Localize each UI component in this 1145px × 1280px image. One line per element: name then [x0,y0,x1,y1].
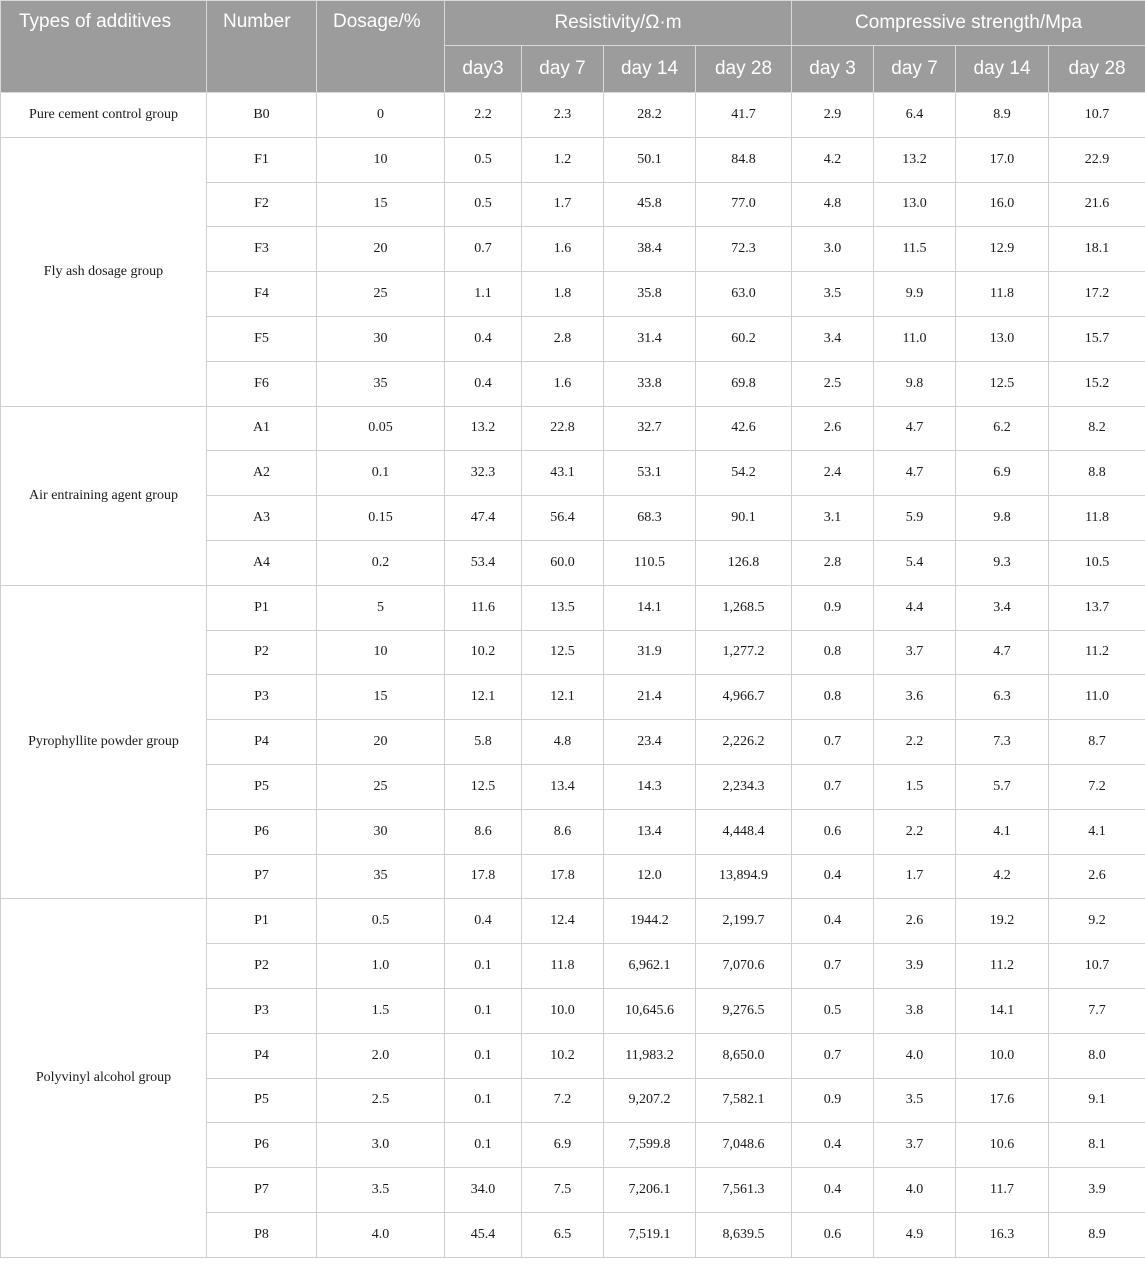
value-cell: 4.4 [874,585,956,630]
value-cell: 7.3 [956,720,1049,765]
value-cell: 4.0 [874,1033,956,1078]
value-cell: 0.4 [792,1123,874,1168]
value-cell: 8.1 [1049,1123,1145,1168]
value-cell: 2.2 [445,93,522,138]
header-number: Number [207,1,317,93]
value-cell: 12.1 [522,675,604,720]
value-cell: 0.1 [445,988,522,1033]
header-strength: Compressive strength/Mpa [792,1,1145,46]
value-cell: 9.2 [1049,899,1145,944]
value-cell: 3.5 [792,272,874,317]
value-cell: 11.2 [956,944,1049,989]
value-cell: 10.5 [1049,540,1145,585]
group-name-cell: Pure cement control group [1,93,207,138]
value-cell: 9,207.2 [604,1078,696,1123]
value-cell: 13.7 [1049,585,1145,630]
value-cell: 17.0 [956,137,1049,182]
group-name-cell: Polyvinyl alcohol group [1,899,207,1257]
dosage-cell: 3.5 [317,1168,445,1213]
value-cell: 0.8 [792,630,874,675]
sample-number-cell: P6 [207,809,317,854]
value-cell: 7,048.6 [696,1123,792,1168]
value-cell: 6.9 [522,1123,604,1168]
value-cell: 6.4 [874,93,956,138]
value-cell: 11.6 [445,585,522,630]
dosage-cell: 0.15 [317,496,445,541]
value-cell: 9,276.5 [696,988,792,1033]
dosage-cell: 25 [317,272,445,317]
value-cell: 68.3 [604,496,696,541]
header-res-day7: day 7 [522,46,604,93]
dosage-cell: 1.0 [317,944,445,989]
value-cell: 1.8 [522,272,604,317]
dosage-cell: 10 [317,630,445,675]
value-cell: 3.7 [874,630,956,675]
sample-number-cell: F6 [207,361,317,406]
dosage-cell: 0.1 [317,451,445,496]
value-cell: 0.1 [445,1033,522,1078]
sample-number-cell: F3 [207,227,317,272]
group-name-cell: Fly ash dosage group [1,137,207,406]
header-res-day14: day 14 [604,46,696,93]
value-cell: 54.2 [696,451,792,496]
value-cell: 16.3 [956,1212,1049,1257]
header-dosage: Dosage/% [317,1,445,93]
dosage-cell: 0.05 [317,406,445,451]
header-res-day3: day3 [445,46,522,93]
value-cell: 22.9 [1049,137,1145,182]
value-cell: 13.0 [874,182,956,227]
value-cell: 4.1 [956,809,1049,854]
dosage-cell: 2.0 [317,1033,445,1078]
value-cell: 17.8 [522,854,604,899]
value-cell: 8,650.0 [696,1033,792,1078]
value-cell: 0.6 [792,1212,874,1257]
value-cell: 10.2 [445,630,522,675]
value-cell: 5.4 [874,540,956,585]
value-cell: 8.2 [1049,406,1145,451]
value-cell: 0.5 [792,988,874,1033]
value-cell: 21.6 [1049,182,1145,227]
sample-number-cell: A4 [207,540,317,585]
sample-number-cell: P1 [207,899,317,944]
value-cell: 31.4 [604,316,696,361]
value-cell: 45.8 [604,182,696,227]
value-cell: 8.9 [1049,1212,1145,1257]
dosage-cell: 1.5 [317,988,445,1033]
value-cell: 63.0 [696,272,792,317]
table-header [1,1,1145,93]
table-row [1,585,1145,630]
value-cell: 11.0 [874,316,956,361]
value-cell: 6.2 [956,406,1049,451]
value-cell: 2.6 [874,899,956,944]
value-cell: 15.7 [1049,316,1145,361]
value-cell: 12.1 [445,675,522,720]
value-cell: 9.3 [956,540,1049,585]
value-cell: 12.5 [956,361,1049,406]
value-cell: 1.1 [445,272,522,317]
value-cell: 10.0 [522,988,604,1033]
value-cell: 2.4 [792,451,874,496]
value-cell: 4.2 [792,137,874,182]
dosage-cell: 0.5 [317,899,445,944]
value-cell: 4.1 [1049,809,1145,854]
value-cell: 35.8 [604,272,696,317]
value-cell: 32.7 [604,406,696,451]
value-cell: 17.8 [445,854,522,899]
value-cell: 18.1 [1049,227,1145,272]
dosage-cell: 35 [317,361,445,406]
value-cell: 21.4 [604,675,696,720]
value-cell: 7,599.8 [604,1123,696,1168]
value-cell: 11.5 [874,227,956,272]
sample-number-cell: P2 [207,630,317,675]
value-cell: 4.8 [792,182,874,227]
value-cell: 23.4 [604,720,696,765]
value-cell: 11.2 [1049,630,1145,675]
table-row [1,137,1145,182]
value-cell: 17.2 [1049,272,1145,317]
value-cell: 2.6 [792,406,874,451]
value-cell: 4.8 [522,720,604,765]
value-cell: 5.9 [874,496,956,541]
value-cell: 5.8 [445,720,522,765]
value-cell: 8.7 [1049,720,1145,765]
value-cell: 13.4 [604,809,696,854]
value-cell: 6.3 [956,675,1049,720]
table-row [1,899,1145,944]
dosage-cell: 20 [317,227,445,272]
value-cell: 7,206.1 [604,1168,696,1213]
value-cell: 10.2 [522,1033,604,1078]
value-cell: 8.9 [956,93,1049,138]
value-cell: 14.1 [956,988,1049,1033]
sample-number-cell: F5 [207,316,317,361]
value-cell: 4.9 [874,1212,956,1257]
value-cell: 13.4 [522,764,604,809]
value-cell: 45.4 [445,1212,522,1257]
group-name-cell: Pyrophyllite powder group [1,585,207,899]
value-cell: 11,983.2 [604,1033,696,1078]
sample-number-cell: P4 [207,1033,317,1078]
sample-number-cell: P2 [207,944,317,989]
value-cell: 4.2 [956,854,1049,899]
value-cell: 6.9 [956,451,1049,496]
value-cell: 10.6 [956,1123,1049,1168]
dosage-cell: 20 [317,720,445,765]
value-cell: 0.4 [445,316,522,361]
sample-number-cell: B0 [207,93,317,138]
sample-number-cell: A2 [207,451,317,496]
value-cell: 3.4 [792,316,874,361]
dosage-cell: 10 [317,137,445,182]
value-cell: 9.8 [956,496,1049,541]
value-cell: 28.2 [604,93,696,138]
value-cell: 1944.2 [604,899,696,944]
value-cell: 8.0 [1049,1033,1145,1078]
value-cell: 9.9 [874,272,956,317]
table-row [1,406,1145,451]
value-cell: 10,645.6 [604,988,696,1033]
value-cell: 84.8 [696,137,792,182]
value-cell: 0.7 [792,764,874,809]
value-cell: 0.7 [445,227,522,272]
value-cell: 10.0 [956,1033,1049,1078]
value-cell: 53.4 [445,540,522,585]
value-cell: 12.5 [522,630,604,675]
value-cell: 31.9 [604,630,696,675]
value-cell: 4,966.7 [696,675,792,720]
sample-number-cell: P6 [207,1123,317,1168]
value-cell: 0.5 [445,182,522,227]
value-cell: 77.0 [696,182,792,227]
value-cell: 0.1 [445,1078,522,1123]
value-cell: 2.6 [1049,854,1145,899]
value-cell: 2.9 [792,93,874,138]
sample-number-cell: P5 [207,1078,317,1123]
value-cell: 13.5 [522,585,604,630]
value-cell: 8.6 [445,809,522,854]
dosage-cell: 30 [317,809,445,854]
sample-number-cell: P8 [207,1212,317,1257]
dosage-cell: 25 [317,764,445,809]
dosage-cell: 15 [317,182,445,227]
value-cell: 17.6 [956,1078,1049,1123]
dosage-cell: 0 [317,93,445,138]
value-cell: 2,226.2 [696,720,792,765]
value-cell: 7.2 [522,1078,604,1123]
value-cell: 11.8 [956,272,1049,317]
value-cell: 1.2 [522,137,604,182]
value-cell: 0.4 [792,1168,874,1213]
dosage-cell: 30 [317,316,445,361]
value-cell: 7,582.1 [696,1078,792,1123]
value-cell: 8.8 [1049,451,1145,496]
sample-number-cell: F2 [207,182,317,227]
value-cell: 53.1 [604,451,696,496]
value-cell: 6.5 [522,1212,604,1257]
dosage-cell: 2.5 [317,1078,445,1123]
dosage-cell: 0.2 [317,540,445,585]
value-cell: 72.3 [696,227,792,272]
header-str-day3: day 3 [792,46,874,93]
value-cell: 0.9 [792,585,874,630]
value-cell: 11.0 [1049,675,1145,720]
value-cell: 14.1 [604,585,696,630]
header-str-day7: day 7 [874,46,956,93]
table-row [1,93,1145,138]
value-cell: 10.7 [1049,93,1145,138]
value-cell: 90.1 [696,496,792,541]
sample-number-cell: A1 [207,406,317,451]
value-cell: 41.7 [696,93,792,138]
value-cell: 4.0 [874,1168,956,1213]
value-cell: 3.5 [874,1078,956,1123]
value-cell: 9.1 [1049,1078,1145,1123]
value-cell: 126.8 [696,540,792,585]
value-cell: 14.3 [604,764,696,809]
value-cell: 13.2 [445,406,522,451]
table-body [1,93,1145,1258]
value-cell: 69.8 [696,361,792,406]
value-cell: 7,561.3 [696,1168,792,1213]
value-cell: 11.8 [522,944,604,989]
value-cell: 0.7 [792,944,874,989]
header-str-day14: day 14 [956,46,1049,93]
value-cell: 42.6 [696,406,792,451]
sample-number-cell: P5 [207,764,317,809]
value-cell: 3.9 [874,944,956,989]
value-cell: 60.0 [522,540,604,585]
sample-number-cell: F4 [207,272,317,317]
value-cell: 0.1 [445,944,522,989]
value-cell: 3.8 [874,988,956,1033]
value-cell: 3.4 [956,585,1049,630]
value-cell: 3.7 [874,1123,956,1168]
value-cell: 10.7 [1049,944,1145,989]
value-cell: 0.6 [792,809,874,854]
value-cell: 5.7 [956,764,1049,809]
value-cell: 34.0 [445,1168,522,1213]
value-cell: 2.2 [874,720,956,765]
value-cell: 1.7 [522,182,604,227]
value-cell: 16.0 [956,182,1049,227]
value-cell: 13.2 [874,137,956,182]
value-cell: 7.5 [522,1168,604,1213]
value-cell: 32.3 [445,451,522,496]
value-cell: 12.9 [956,227,1049,272]
value-cell: 47.4 [445,496,522,541]
value-cell: 3.6 [874,675,956,720]
dosage-cell: 35 [317,854,445,899]
sample-number-cell: P7 [207,1168,317,1213]
value-cell: 2,234.3 [696,764,792,809]
value-cell: 2.2 [874,809,956,854]
dosage-cell: 15 [317,675,445,720]
group-name-cell: Air entraining agent group [1,406,207,585]
value-cell: 13,894.9 [696,854,792,899]
value-cell: 43.1 [522,451,604,496]
value-cell: 6,962.1 [604,944,696,989]
value-cell: 110.5 [604,540,696,585]
value-cell: 12.4 [522,899,604,944]
value-cell: 3.9 [1049,1168,1145,1213]
value-cell: 38.4 [604,227,696,272]
value-cell: 0.4 [445,361,522,406]
value-cell: 11.7 [956,1168,1049,1213]
sample-number-cell: P4 [207,720,317,765]
value-cell: 0.4 [792,899,874,944]
value-cell: 12.5 [445,764,522,809]
value-cell: 0.4 [445,899,522,944]
value-cell: 2.8 [522,316,604,361]
value-cell: 0.1 [445,1123,522,1168]
value-cell: 22.8 [522,406,604,451]
value-cell: 2,199.7 [696,899,792,944]
value-cell: 8,639.5 [696,1212,792,1257]
sample-number-cell: F1 [207,137,317,182]
value-cell: 0.8 [792,675,874,720]
value-cell: 11.8 [1049,496,1145,541]
value-cell: 3.0 [792,227,874,272]
value-cell: 7,519.1 [604,1212,696,1257]
value-cell: 7,070.6 [696,944,792,989]
value-cell: 1,277.2 [696,630,792,675]
value-cell: 1.5 [874,764,956,809]
value-cell: 4.7 [874,451,956,496]
value-cell: 13.0 [956,316,1049,361]
value-cell: 0.7 [792,1033,874,1078]
header-str-day28: day 28 [1049,46,1145,93]
header-res-day28: day 28 [696,46,792,93]
value-cell: 4.7 [956,630,1049,675]
value-cell: 3.1 [792,496,874,541]
dosage-cell: 3.0 [317,1123,445,1168]
header-type: Types of additives [1,1,207,93]
value-cell: 1.7 [874,854,956,899]
sample-number-cell: P3 [207,675,317,720]
dosage-cell: 5 [317,585,445,630]
value-cell: 50.1 [604,137,696,182]
value-cell: 0.4 [792,854,874,899]
value-cell: 7.7 [1049,988,1145,1033]
value-cell: 4,448.4 [696,809,792,854]
value-cell: 0.5 [445,137,522,182]
value-cell: 33.8 [604,361,696,406]
value-cell: 4.7 [874,406,956,451]
value-cell: 56.4 [522,496,604,541]
value-cell: 15.2 [1049,361,1145,406]
value-cell: 12.0 [604,854,696,899]
value-cell: 1.6 [522,361,604,406]
value-cell: 19.2 [956,899,1049,944]
dosage-cell: 4.0 [317,1212,445,1257]
value-cell: 1,268.5 [696,585,792,630]
value-cell: 7.2 [1049,764,1145,809]
header-resistivity: Resistivity/Ω·m [445,1,792,46]
sample-number-cell: P3 [207,988,317,1033]
sample-number-cell: P1 [207,585,317,630]
value-cell: 60.2 [696,316,792,361]
value-cell: 2.5 [792,361,874,406]
value-cell: 2.3 [522,93,604,138]
sample-number-cell: A3 [207,496,317,541]
value-cell: 0.9 [792,1078,874,1123]
sample-number-cell: P7 [207,854,317,899]
value-cell: 0.7 [792,720,874,765]
value-cell: 8.6 [522,809,604,854]
value-cell: 1.6 [522,227,604,272]
value-cell: 9.8 [874,361,956,406]
value-cell: 2.8 [792,540,874,585]
